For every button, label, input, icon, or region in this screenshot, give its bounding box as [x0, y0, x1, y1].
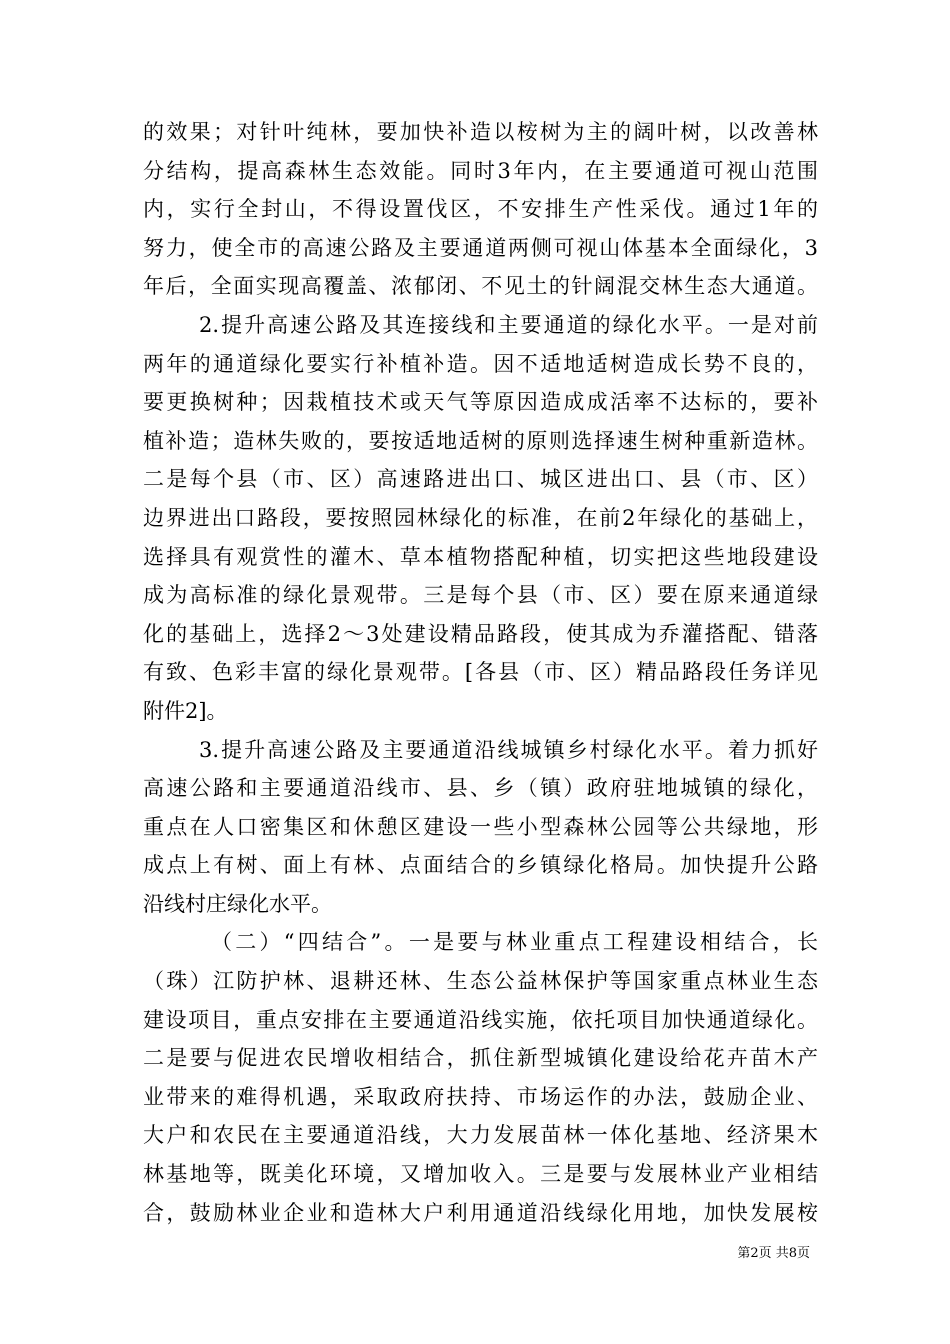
text-line: 建设项目，重点安排在主要通道沿线实施，依托项目加快通道绿化。	[143, 1007, 818, 1032]
text-line: 业带来的难得机遇，采取政府扶持、市场运作的办法，鼓励企业、	[143, 1084, 818, 1109]
text-line: 成点上有树、面上有林、点面结合的乡镇绿化格局。加快提升公路	[143, 853, 818, 878]
text-line: 成为高标准的绿化景观带。三是每个县（市、区）要在原来通道绿	[143, 583, 818, 608]
text-line: 二是每个县（市、区）高速路进出口、城区进出口、县（市、区）	[143, 467, 818, 492]
text-line: 化的基础上，选择2～3处建设精品路段，使其成为乔灌搭配、错落	[143, 621, 818, 646]
text-line: 要更换树种；因栽植技术或天气等原因造成成活率不达标的，要补	[143, 390, 818, 415]
text-line: 选择具有观赏性的灌木、草本植物搭配种植，切实把这些地段建设	[143, 544, 818, 569]
text-line: 植补造；造林失败的，要按适地适树的原则选择速生树种重新造林。	[143, 428, 818, 453]
body-text	[143, 113, 818, 1232]
text-line: 努力，使全市的高速公路及主要通道两侧可视山体基本全面绿化，3	[143, 235, 818, 260]
text-line: 合，鼓励林业企业和造林大户利用通道沿线绿化用地，加快发展桉	[143, 1200, 818, 1225]
paragraph-start-line: 2.提升高速公路及其连接线和主要通道的绿化水平。一是对前	[199, 312, 818, 337]
paragraph-start-line: （二）“四结合”。一是要与林业重点工程建设相结合，长	[211, 930, 818, 955]
text-line: （珠）江防护林、退耕还林、生态公益林保护等国家重点林业生态	[143, 969, 818, 994]
paragraph-end-line: 附件2]。	[143, 698, 228, 723]
page-number-footer: 第2页 共8页	[737, 1246, 810, 1261]
text-line: 年后，全面实现高覆盖、浓郁闭、不见土的针阔混交林生态大通道。	[143, 274, 818, 299]
text-line: 内，实行全封山，不得设置伐区，不安排生产性采伐。通过1年的	[143, 197, 818, 222]
paragraph-start-line: 3.提升高速公路及主要通道沿线城镇乡村绿化水平。着力抓好	[199, 737, 818, 762]
text-line: 的效果；对针叶纯林，要加快补造以桉树为主的阔叶树，以改善林	[143, 120, 818, 144]
text-line: 分结构，提高森林生态效能。同时3年内，在主要通道可视山范围	[143, 158, 818, 183]
text-line: 二是要与促进农民增收相结合，抓住新型城镇化建设给花卉苗木产	[143, 1046, 818, 1071]
text-line: 重点在人口密集区和休憩区建设一些小型森林公园等公共绿地，形	[143, 814, 818, 839]
text-line: 有致、色彩丰富的绿化景观带。[各县（市、区）精品路段任务详见	[143, 660, 818, 685]
text-line: 大户和农民在主要通道沿线，大力发展苗林一体化基地、经济果木	[143, 1123, 818, 1148]
text-line: 高速公路和主要通道沿线市、县、乡（镇）政府驻地城镇的绿化，	[143, 776, 818, 801]
text-line: 两年的通道绿化要实行补植补造。因不适地适树造成长势不良的，	[143, 351, 818, 376]
text-line: 边界进出口路段，要按照园林绿化的标准，在前2年绿化的基础上，	[143, 505, 818, 530]
text-line: 林基地等，既美化环境，又增加收入。三是要与发展林业产业相结	[143, 1162, 818, 1187]
paragraph-end-line: 沿线村庄绿化水平。	[143, 891, 332, 916]
